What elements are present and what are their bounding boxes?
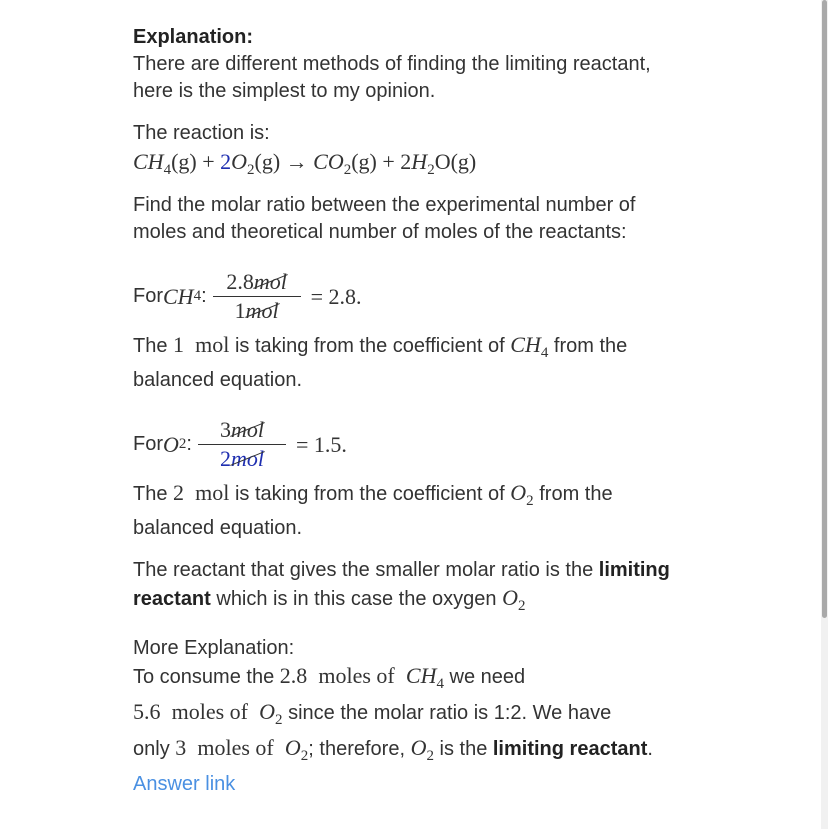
ch4-ratio-fraction: $\frac{\text{2.8mol}}{\text{1mol}}$	[213, 268, 301, 325]
ch4-note: The 1 mol is taking from the coefficient of $CH_4$ from the balanced equation.	[133, 332, 628, 391]
intro-text: There are different methods of finding the limiting reactant, here is the simplest to my opinion.	[133, 53, 651, 102]
ch4-ratio-result: = 2.8.	[310, 283, 362, 309]
explanation-heading: Explanation:	[133, 26, 254, 48]
o2-ratio-row: For O 2 : $\frac{\text{3mol}}{\text{2mol}}$ = 1.5.	[133, 416, 347, 471]
o2-ratio-fraction: $\frac{\text{3mol}}{\text{2mol}}$	[198, 416, 286, 473]
o2-note: The 2 mol is taking from the coefficient of $O_2$ from the balanced equation.	[133, 480, 613, 539]
answer-link[interactable]: Answer link	[133, 773, 236, 795]
molar-ratio-text: Find the molar ratio between the experimental number of moles and theoretical number of moles of the reactants:	[133, 194, 636, 243]
scrollbar-thumb[interactable]	[822, 0, 827, 618]
reaction-label: The reaction is:	[133, 122, 270, 144]
more-explanation-title: More Explanation:	[133, 637, 295, 659]
more-explanation-text: To consume the 2.8 moles of $CH_4$ we need 5.6 moles of $O_2$ since the molar ratio is 1:2. We have only 3 moles of $O_2$; therefore, $O_2$ is the limiting reactant.	[133, 663, 653, 764]
conclusion-text: The reactant that gives the smaller molar ratio is the limiting reactant which is in this case the oxygen $O_2$	[133, 559, 670, 614]
page-scrollbar[interactable]	[821, 0, 828, 829]
o2-ratio-result: = 1.5.	[295, 431, 347, 457]
reaction-equation: $CH_4(g) + 2O_2(g) \to CO_2(g) + 2H_2O(g)$	[133, 149, 477, 178]
explanation-content	[133, 24, 693, 770]
ch4-ratio-row: For CH 4 : $\frac{\text{2.8mol}}{\text{1mol}}$ = 2.8.	[133, 268, 362, 323]
